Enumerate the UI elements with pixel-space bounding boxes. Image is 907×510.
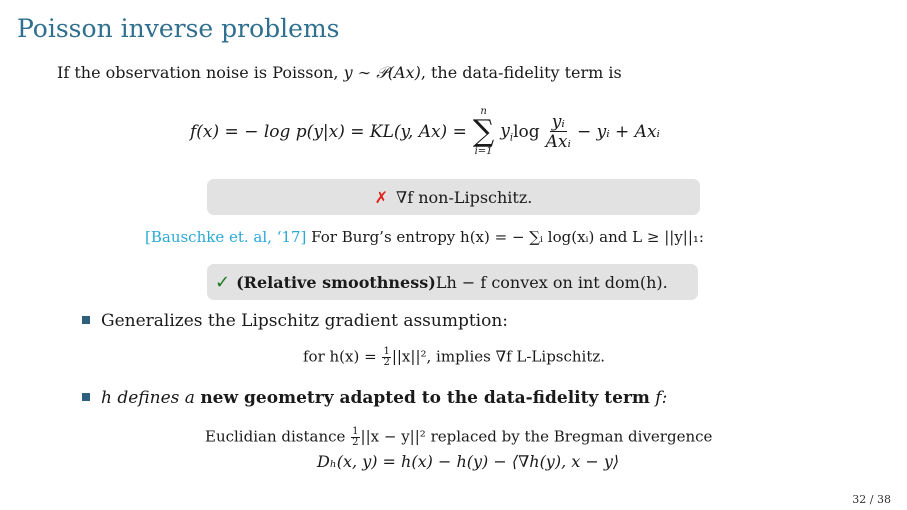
sum-lower-limit: i=1 bbox=[474, 146, 493, 157]
fraction-numerator: yᵢ bbox=[551, 111, 565, 132]
example-post: ||x||², implies ∇f L-Lipschitz. bbox=[391, 347, 606, 366]
bregman-divergence-formula: Dₕ(x, y) = h(x) − h(y) − ⟨∇h(y), x − y⟩ bbox=[317, 452, 620, 471]
intro-tail: , the data-fidelity term is bbox=[420, 63, 622, 82]
half-fraction: $\frac{1}{2}$ bbox=[352, 426, 359, 448]
cross-icon: ✗ bbox=[374, 187, 389, 207]
page-number: 32 / 38 bbox=[852, 493, 891, 506]
bullet-square-icon bbox=[82, 316, 90, 324]
sum-operator bbox=[473, 107, 494, 157]
half-fraction: $\frac{1}{2}$ bbox=[383, 346, 390, 368]
bregman-line-1 bbox=[205, 427, 712, 448]
intro-line bbox=[57, 63, 622, 83]
formula-lhs: f(x) = − log p(y|x) = KL(y, Ax) = bbox=[190, 122, 467, 142]
bullet-item bbox=[82, 311, 508, 331]
citation-link[interactable]: [Bauschke et. al, ‘17] bbox=[145, 228, 307, 246]
bullet-text: Generalizes the Lipschitz gradient assumption: bbox=[101, 311, 509, 331]
example-pre: for h(x) = bbox=[303, 347, 382, 366]
kl-formula bbox=[190, 100, 660, 164]
bullet-post: f: bbox=[649, 388, 668, 408]
citation-line bbox=[145, 228, 704, 246]
intro-math: y ∼ 𝒫(Ax) bbox=[343, 63, 421, 82]
formula-log: log bbox=[513, 122, 540, 142]
formula-rhs: − yᵢ + Axᵢ bbox=[576, 122, 660, 142]
sigma-symbol: ∑ bbox=[472, 114, 495, 149]
bregman-pre: Euclidian distance bbox=[205, 427, 351, 446]
sum-upper-limit: n bbox=[480, 106, 487, 117]
bullet-pre: h defines a bbox=[101, 388, 201, 408]
intro-text: If the observation noise is Poisson, bbox=[57, 63, 344, 82]
non-lipschitz-text: ∇f non-Lipschitz. bbox=[396, 187, 533, 207]
bregman-post: ||x − y||² replaced by the Bregman divergence bbox=[360, 427, 713, 446]
bullet-square-icon bbox=[82, 393, 90, 401]
lipschitz-example bbox=[303, 347, 605, 368]
relative-smoothness-box bbox=[207, 264, 698, 300]
relative-smoothness-label: (Relative smoothness) bbox=[236, 272, 436, 292]
formula-fraction bbox=[546, 113, 571, 152]
slide-title: Poisson inverse problems bbox=[17, 14, 340, 43]
formula-term: $y_i$ bbox=[500, 120, 514, 144]
bullet-item bbox=[82, 388, 667, 408]
relative-smoothness-text: Lh − f convex on int dom(h). bbox=[435, 272, 668, 292]
fraction-denominator: Axᵢ bbox=[545, 131, 571, 152]
non-lipschitz-box bbox=[207, 179, 700, 215]
check-icon: ✓ bbox=[215, 271, 231, 293]
bullet-bold: new geometry adapted to the data-fidelity term bbox=[200, 388, 650, 408]
citation-text: For Burg’s entropy h(x) = − ∑ᵢ log(xᵢ) and L ≥ ||y||₁: bbox=[306, 228, 704, 246]
